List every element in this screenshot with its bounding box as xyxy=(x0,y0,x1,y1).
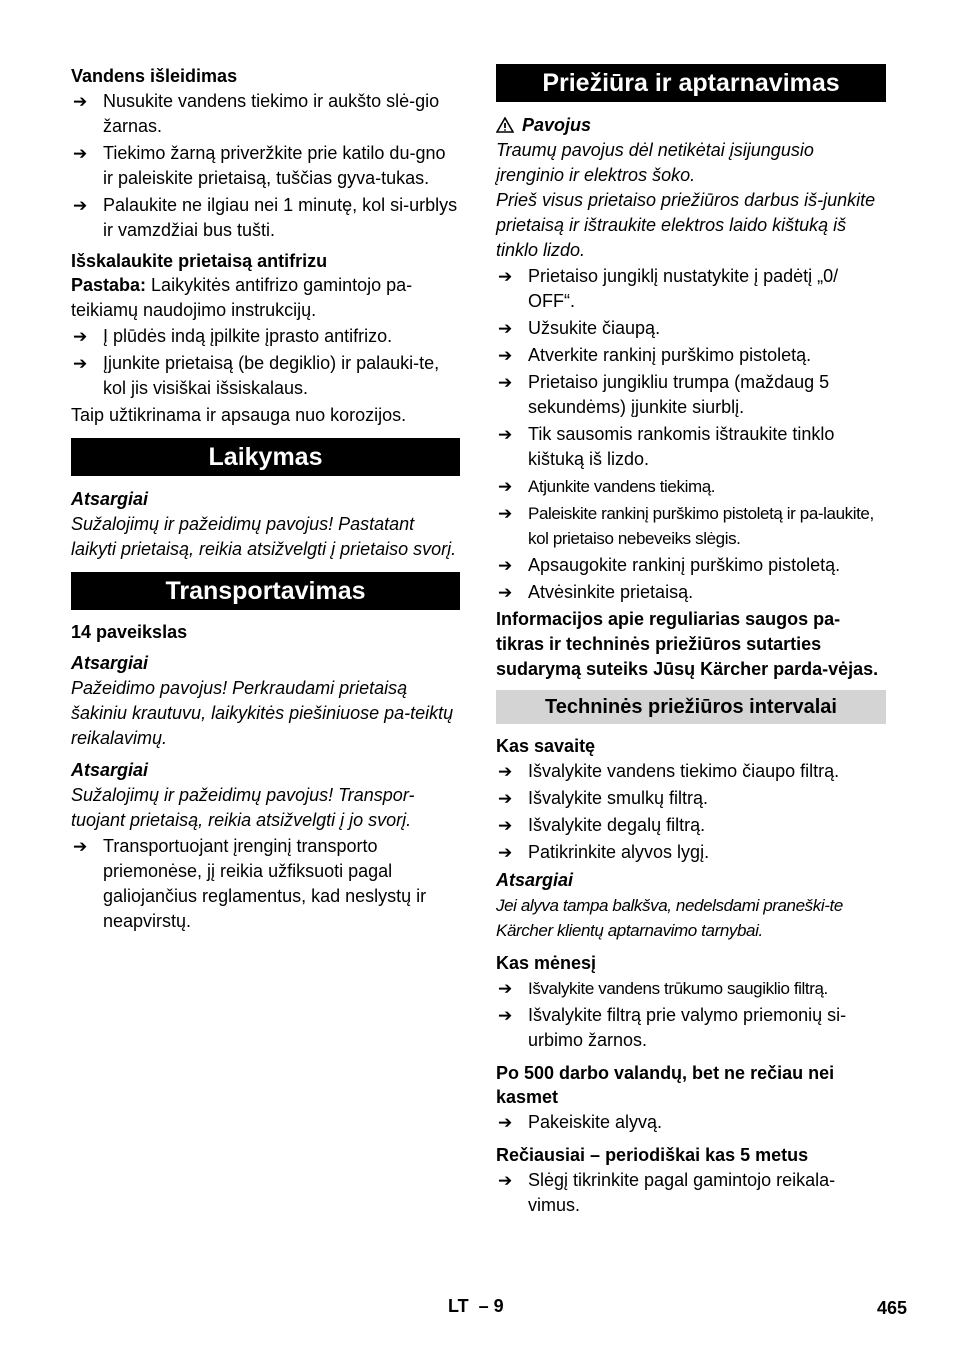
arrow-icon: ➔ xyxy=(73,837,88,856)
maintenance-title: Priežiūra ir aptarnavimas xyxy=(496,64,886,102)
danger-heading: Pavojus xyxy=(496,112,886,138)
list-item: ➔ Nusukite vandens tiekimo ir aukšto slė-gio žarnas. xyxy=(73,91,440,136)
arrow-icon: ➔ xyxy=(73,327,88,346)
footer-language-page: LT – 9 xyxy=(448,1296,504,1316)
list-item: ➔ Prietaiso jungikliu trumpa (maždaug 5 sekundėms) įjunkite siurblį. xyxy=(498,372,830,417)
list-item: ➔ Prietaiso jungiklį nustatykite į padėtį „0/ OFF“. xyxy=(498,266,839,311)
note-label: Pastaba: xyxy=(71,275,147,295)
list-item: ➔ Pakeiskite alyvą. xyxy=(496,1110,886,1135)
list-item: ➔ Patikrinkite alyvos lygį. xyxy=(496,840,886,865)
arrow-icon: ➔ xyxy=(498,979,512,998)
weekly-warning-text: Jei alyva tampa balkšva, nedelsdami praneški-te Kärcher klientų aptarnavimo tarnybai. xyxy=(496,896,843,940)
arrow-icon: ➔ xyxy=(498,373,513,392)
arrow-icon: ➔ xyxy=(498,816,513,835)
list-item: ➔ Išvalykite vandens trūkumo saugiklio filtrą. xyxy=(496,976,886,1001)
arrow-icon: ➔ xyxy=(498,504,512,523)
arrow-icon: ➔ xyxy=(498,762,513,781)
arrow-icon: ➔ xyxy=(498,477,512,496)
list-item: ➔ Tik sausomis rankomis ištraukite tinklo kištuką iš lizdo. xyxy=(498,424,835,469)
arrow-icon: ➔ xyxy=(73,144,88,163)
hours-heading: Po 500 darbo valandų, bet ne rečiau nei kasmet xyxy=(496,1063,835,1107)
note-text: Laikykitės antifrizo gamintojo pa-teikiamų naudojimo instrukcijų. xyxy=(71,275,413,320)
arrow-icon: ➔ xyxy=(498,319,513,338)
right-column xyxy=(496,62,886,1220)
list-item: ➔ Atverkite rankinį purškimo pistoletą. xyxy=(496,343,886,368)
list-item: ➔ Išvalykite degalų filtrą. xyxy=(496,813,886,838)
list-item: ➔ Įjunkite prietaisą (be degiklio) ir palauki-te, kol jis visiškai išsiskalaus. xyxy=(73,353,440,398)
rare-heading: Rečiausiai – periodiškai kas 5 metus xyxy=(496,1145,809,1165)
arrow-icon: ➔ xyxy=(498,843,513,862)
arrow-icon: ➔ xyxy=(498,556,513,575)
list-item: ➔ Atjunkite vandens tiekimą. xyxy=(496,474,886,499)
danger-text: Traumų pavojus dėl netikėtai įsijungusio įrenginio ir elektros šoko. Prieš visus prietaiso priežiūros darbus iš-junkite prietaisą ir ištraukite elektros laido kištuką iš tinklo lizdo. xyxy=(496,140,876,260)
arrow-icon: ➔ xyxy=(498,1006,513,1025)
antifreeze-steps xyxy=(71,324,460,401)
arrow-icon: ➔ xyxy=(498,1171,513,1190)
transport-warning-2-heading: Atsargiai xyxy=(71,760,149,780)
storage-warning-text: Sužalojimų ir pažeidimų pavojus! Pastatant laikyti prietaisą, reikia atsižvelgti į prietaiso svorį. xyxy=(71,514,457,559)
list-item: ➔ Atvėsinkite prietaisą. xyxy=(496,580,886,605)
weekly-warning-heading: Atsargiai xyxy=(496,870,574,890)
antifreeze-heading: Išskalaukite prietaisą antifrizu xyxy=(71,251,328,271)
list-item: ➔ Transportuojant įrenginį transporto priemonėse, jį reikia užfiksuoti pagal galiojančius reglamentus, kad neslystų ir neapvirstų. xyxy=(73,836,427,931)
storage-warning-heading: Atsargiai xyxy=(71,489,149,509)
list-item: ➔ Į plūdės indą įpilkite įprasto antifrizo. xyxy=(71,324,460,349)
weekly-heading: Kas savaitę xyxy=(496,736,596,756)
arrow-icon: ➔ xyxy=(498,583,513,602)
transport-title: Transportavimas xyxy=(71,572,460,610)
note xyxy=(71,273,460,323)
arrow-icon: ➔ xyxy=(73,196,88,215)
arrow-icon: ➔ xyxy=(498,789,513,808)
warning-triangle-icon xyxy=(496,117,514,133)
list-item: ➔ Slėgį tikrinkite pagal gamintojo reikala-vimus. xyxy=(498,1170,836,1215)
list-item: ➔ Tiekimo žarną priveržkite prie katilo du-gno ir paleiskite prietaisą, tuščias gyva-tukas. xyxy=(73,143,446,188)
list-item: ➔ Palaukite ne ilgiau nei 1 minutę, kol si-urblys ir vamzdžiai bus tušti. xyxy=(73,195,458,240)
monthly-heading: Kas mėnesį xyxy=(496,953,597,973)
info-text: Informacijos apie reguliarias saugos pa-tikras ir techninės priežiūros sutarties sudarymą suteiks Jūsų Kärcher parda-vėjas. xyxy=(496,609,879,679)
list-item: ➔ Išvalykite smulkų filtrą. xyxy=(496,786,886,811)
list-item: ➔ Užsukite čiaupą. xyxy=(496,316,886,341)
maintenance-steps xyxy=(496,264,886,605)
weekly-steps xyxy=(496,759,886,865)
transport-warning-2-text: Sužalojimų ir pažeidimų pavojus! Transpor-tuojant prietaisą, reikia atsižvelgti į jo svorį. xyxy=(71,785,415,830)
list-item: ➔ Paleiskite rankinį purškimo pistoletą ir pa-laukite, kol prietaiso nebeveiks slėgis. xyxy=(496,501,886,551)
corrosion-text: Taip užtikrinama ir apsauga nuo korozijos. xyxy=(71,405,407,425)
left-column xyxy=(71,62,460,936)
arrow-icon: ➔ xyxy=(73,92,88,111)
transport-warning-1-heading: Atsargiai xyxy=(71,653,149,673)
list-item: ➔ Apsaugokite rankinį purškimo pistoletą. xyxy=(496,553,886,578)
intervals-title: Techninės priežiūros intervalai xyxy=(496,690,886,724)
list-item: ➔ Išvalykite vandens tiekimo čiaupo filtrą. xyxy=(496,759,886,784)
arrow-icon: ➔ xyxy=(498,346,513,365)
footer-page-number: 465 xyxy=(877,1298,908,1318)
list-item: ➔ Išvalykite filtrą prie valymo priemonių si-urbimo žarnos. xyxy=(498,1005,847,1050)
storage-title: Laikymas xyxy=(71,438,460,476)
figure-reference: 14 paveikslas xyxy=(71,622,188,642)
transport-warning-1-text: Pažeidimo pavojus! Perkraudami prietaisą šakiniu krautuvu, laikykitės piešiniuose pa-teiktų reikalavimų. xyxy=(71,678,454,748)
arrow-icon: ➔ xyxy=(73,354,88,373)
drain-steps xyxy=(71,89,460,243)
arrow-icon: ➔ xyxy=(498,1113,513,1132)
drain-heading: Vandens išleidimas xyxy=(71,66,238,86)
arrow-icon: ➔ xyxy=(498,267,513,286)
arrow-icon: ➔ xyxy=(498,425,513,444)
